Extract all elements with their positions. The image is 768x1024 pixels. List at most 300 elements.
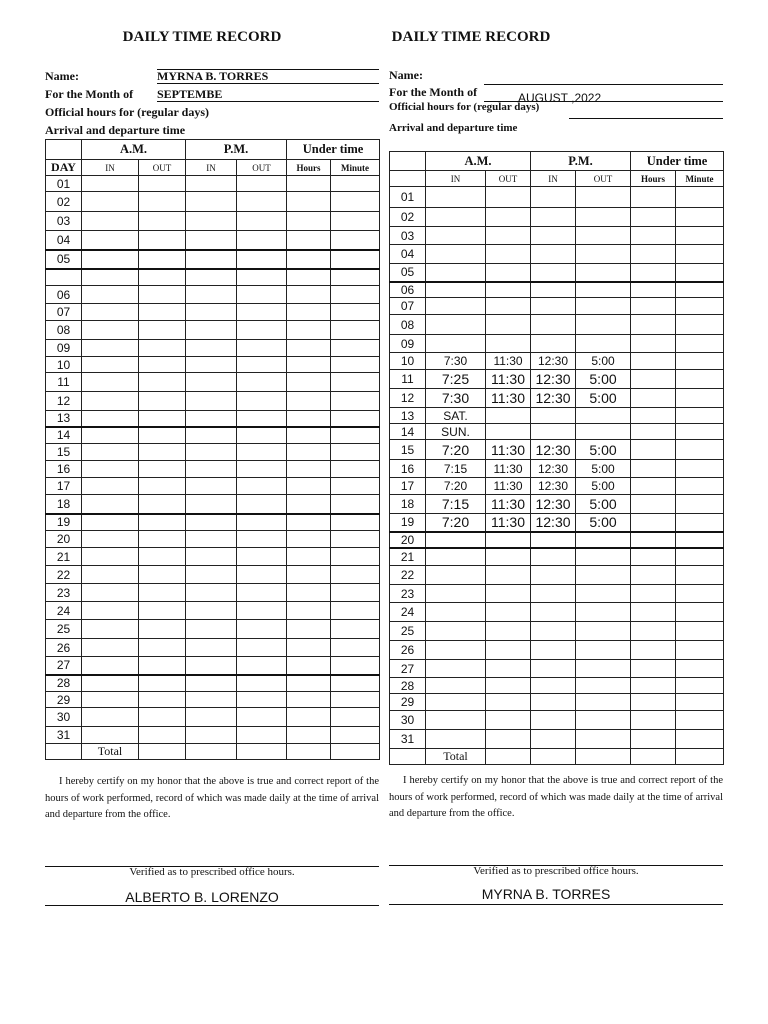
day-header: DAY <box>46 160 82 176</box>
day-cell: 14 <box>46 427 82 444</box>
official-hours-underline <box>569 118 723 119</box>
day-cell: 21 <box>46 548 82 566</box>
am-header: A.M. <box>426 152 531 171</box>
day-cell: 11 <box>390 370 426 389</box>
day-cell: 10 <box>390 353 426 370</box>
am-in-cell <box>82 602 139 620</box>
pm-in-cell <box>531 548 576 566</box>
am-out-cell <box>139 478 186 495</box>
pm-out-cell: 5:00 <box>576 514 631 532</box>
am-out-cell <box>486 711 531 730</box>
minute-cell <box>676 282 724 298</box>
pm-out-cell <box>576 245 631 264</box>
certification-text: I hereby certify on my honor that the above is true and correct report of the hours of work performed, record of which was made daily at the time of arrival and departure from the office. <box>45 776 379 820</box>
pm-in-cell <box>531 298 576 315</box>
day-cell: 28 <box>46 675 82 692</box>
minute-cell <box>676 566 724 585</box>
am-out-cell <box>139 373 186 392</box>
table-row <box>46 657 380 675</box>
day-cell: 29 <box>46 692 82 708</box>
minute-cell <box>331 444 380 461</box>
am-out-cell <box>486 585 531 603</box>
minute-cell <box>331 602 380 620</box>
am-in-cell <box>426 335 486 353</box>
minute-cell <box>331 620 380 639</box>
pm-out-cell: 5:00 <box>576 389 631 408</box>
day-cell: 17 <box>46 478 82 495</box>
pm-out-cell: 5:00 <box>576 353 631 370</box>
table-row <box>46 392 380 411</box>
pm-out-cell <box>576 532 631 548</box>
pm-out-cell <box>237 250 287 269</box>
pm-in-header: IN <box>531 171 576 187</box>
am-out-cell <box>139 176 186 192</box>
minute-cell <box>676 227 724 245</box>
am-out-cell <box>486 532 531 548</box>
am-out-cell <box>139 192 186 212</box>
table-header-row <box>390 152 724 171</box>
am-in-cell: 7:20 <box>426 514 486 532</box>
hours-cell <box>631 711 676 730</box>
am-out-cell <box>139 584 186 602</box>
am-in-cell <box>82 657 139 675</box>
am-out-cell <box>486 678 531 694</box>
pm-out-cell <box>237 514 287 531</box>
am-in-cell <box>426 678 486 694</box>
table-row <box>46 269 380 286</box>
am-in-cell <box>426 730 486 749</box>
verified-text: Verified as to prescribed office hours. <box>129 866 295 878</box>
table-row <box>46 566 380 584</box>
pm-in-cell <box>186 176 237 192</box>
am-out-cell <box>486 424 531 440</box>
day-cell: 19 <box>390 514 426 532</box>
am-in-cell <box>82 269 139 286</box>
table-row <box>46 727 380 744</box>
pm-in-cell <box>186 639 237 657</box>
table-row <box>390 208 724 227</box>
pm-in-cell <box>531 660 576 678</box>
pm-out-cell: 5:00 <box>576 478 631 495</box>
pm-in-cell <box>186 692 237 708</box>
am-out-cell <box>486 298 531 315</box>
pm-out-cell <box>237 340 287 357</box>
minute-cell <box>676 495 724 514</box>
table-row <box>46 286 380 304</box>
am-in-cell <box>426 711 486 730</box>
pm-in-cell <box>186 357 237 373</box>
am-out-cell <box>139 392 186 411</box>
day-cell: 09 <box>390 335 426 353</box>
pm-in-cell <box>186 304 237 321</box>
undertime-header: Under time <box>287 140 380 160</box>
pm-in-cell: 12:30 <box>531 460 576 478</box>
am-in-cell: SUN. <box>426 424 486 440</box>
am-in-cell <box>426 532 486 548</box>
hours-cell <box>287 548 331 566</box>
am-in-cell <box>426 282 486 298</box>
am-in-cell <box>82 566 139 584</box>
am-out-cell <box>139 286 186 304</box>
hours-cell <box>631 548 676 566</box>
month-value: AUGUST ,2022 <box>518 91 602 105</box>
am-out-cell <box>486 566 531 585</box>
pm-in-cell <box>531 711 576 730</box>
day-cell: 31 <box>390 730 426 749</box>
day-cell: 15 <box>390 440 426 460</box>
pm-in-cell <box>186 411 237 427</box>
pm-in-cell <box>186 212 237 231</box>
hours-cell <box>287 321 331 340</box>
form-title: DAILY TIME RECORD <box>122 29 282 45</box>
am-out-cell: 11:30 <box>486 460 531 478</box>
hours-cell <box>631 389 676 408</box>
pm-header: P.M. <box>186 140 287 160</box>
pm-out-header: OUT <box>576 171 631 187</box>
am-out-cell <box>139 727 186 744</box>
signatory-name: ALBERTO B. LORENZO <box>125 889 279 905</box>
pm-out-cell <box>576 208 631 227</box>
pm-in-cell <box>531 622 576 641</box>
pm-in-cell <box>531 532 576 548</box>
am-out-header: OUT <box>486 171 531 187</box>
am-out-cell <box>486 730 531 749</box>
day-cell: 12 <box>390 389 426 408</box>
am-out-cell <box>486 315 531 335</box>
am-out-cell <box>139 427 186 444</box>
table-row <box>46 444 380 461</box>
hours-cell <box>287 639 331 657</box>
table-row <box>46 357 380 373</box>
minute-cell <box>676 532 724 548</box>
pm-in-cell <box>186 620 237 639</box>
hours-cell <box>287 176 331 192</box>
am-out-cell <box>486 227 531 245</box>
hours-cell <box>287 531 331 548</box>
pm-in-cell <box>531 282 576 298</box>
day-cell: 16 <box>390 460 426 478</box>
table-row <box>46 584 380 602</box>
day-cell: 03 <box>46 212 82 231</box>
day-cell: 02 <box>390 208 426 227</box>
hours-header: Hours <box>631 171 676 187</box>
pm-out-cell: 5:00 <box>576 495 631 514</box>
pm-out-cell <box>237 427 287 444</box>
pm-out-cell <box>576 711 631 730</box>
hours-cell <box>631 622 676 641</box>
hours-cell <box>287 602 331 620</box>
am-out-cell <box>139 321 186 340</box>
hours-cell <box>631 408 676 424</box>
pm-in-cell <box>531 641 576 660</box>
pm-out-cell <box>576 585 631 603</box>
pm-out-cell <box>576 264 631 282</box>
am-in-cell <box>82 411 139 427</box>
hours-cell <box>631 370 676 389</box>
month-underline <box>157 101 379 102</box>
am-in-cell <box>82 392 139 411</box>
pm-in-cell <box>531 566 576 585</box>
minute-cell <box>676 622 724 641</box>
table-row <box>390 460 724 478</box>
day-cell: 09 <box>46 340 82 357</box>
day-cell <box>46 269 82 286</box>
pm-header: P.M. <box>531 152 631 171</box>
pm-out-cell <box>237 176 287 192</box>
am-out-cell <box>139 444 186 461</box>
total-row <box>390 749 724 765</box>
am-out-cell <box>139 269 186 286</box>
am-in-cell <box>82 639 139 657</box>
hours-cell <box>631 208 676 227</box>
am-out-cell: 11:30 <box>486 370 531 389</box>
time-record-table <box>389 151 724 765</box>
am-in-cell: 7:15 <box>426 460 486 478</box>
am-in-cell <box>82 357 139 373</box>
month-label: For the Month of <box>45 87 134 101</box>
day-cell: 31 <box>46 727 82 744</box>
table-row <box>46 231 380 250</box>
pm-in-cell <box>186 286 237 304</box>
pm-in-cell <box>531 187 576 208</box>
day-cell: 13 <box>46 411 82 427</box>
table-row <box>390 227 724 245</box>
minute-cell <box>331 675 380 692</box>
pm-out-cell <box>237 444 287 461</box>
minute-header: Minute <box>331 160 380 176</box>
pm-out-cell <box>237 321 287 340</box>
verified-text: Verified as to prescribed office hours. <box>473 865 639 877</box>
am-out-header: OUT <box>139 160 186 176</box>
hours-cell <box>631 245 676 264</box>
hours-cell <box>287 304 331 321</box>
hours-header: Hours <box>287 160 331 176</box>
day-cell: 30 <box>46 708 82 727</box>
am-in-cell <box>426 298 486 315</box>
table-row <box>390 548 724 566</box>
am-in-cell <box>82 444 139 461</box>
minute-cell <box>331 727 380 744</box>
minute-cell <box>676 514 724 532</box>
pm-out-cell <box>237 639 287 657</box>
hours-cell <box>287 269 331 286</box>
am-in-cell <box>426 641 486 660</box>
pm-out-cell <box>237 620 287 639</box>
pm-out-cell <box>237 373 287 392</box>
pm-in-cell <box>531 603 576 622</box>
hours-cell <box>287 727 331 744</box>
am-out-cell <box>139 461 186 478</box>
pm-in-cell <box>186 461 237 478</box>
pm-out-cell <box>237 602 287 620</box>
pm-out-cell <box>576 641 631 660</box>
minute-cell <box>331 212 380 231</box>
table-row <box>390 440 724 460</box>
arrival-label: Arrival and departure time <box>389 122 518 134</box>
am-out-cell <box>139 639 186 657</box>
pm-out-cell <box>237 531 287 548</box>
am-out-cell: 11:30 <box>486 495 531 514</box>
am-in-cell <box>426 245 486 264</box>
pm-out-cell: 5:00 <box>576 440 631 460</box>
pm-out-cell <box>237 392 287 411</box>
am-out-cell <box>139 304 186 321</box>
pm-out-cell <box>237 461 287 478</box>
minute-cell <box>676 245 724 264</box>
pm-out-cell <box>237 657 287 675</box>
pm-in-cell <box>186 727 237 744</box>
minute-cell <box>676 335 724 353</box>
hours-cell <box>631 495 676 514</box>
minute-cell <box>331 478 380 495</box>
day-cell: 05 <box>390 264 426 282</box>
hours-cell <box>631 282 676 298</box>
am-out-cell <box>139 708 186 727</box>
am-in-cell <box>82 250 139 269</box>
pm-out-cell <box>237 495 287 514</box>
minute-cell <box>676 298 724 315</box>
pm-in-cell <box>186 269 237 286</box>
pm-out-cell <box>576 622 631 641</box>
minute-cell <box>676 353 724 370</box>
hours-cell <box>631 315 676 335</box>
hours-cell <box>631 730 676 749</box>
name-label: Name: <box>389 68 423 82</box>
table-row <box>46 495 380 514</box>
day-cell: 08 <box>46 321 82 340</box>
am-in-cell <box>82 373 139 392</box>
am-out-cell: 11:30 <box>486 514 531 532</box>
table-subheader-row <box>46 160 380 176</box>
name-underline <box>157 69 379 70</box>
minute-cell <box>676 678 724 694</box>
month-value: SEPTEMBE <box>157 87 223 101</box>
am-out-cell <box>486 245 531 264</box>
table-row <box>390 315 724 335</box>
day-cell: 24 <box>390 603 426 622</box>
pm-out-cell <box>237 286 287 304</box>
pm-in-cell <box>531 408 576 424</box>
am-in-cell <box>82 514 139 531</box>
am-out-cell <box>139 212 186 231</box>
am-header: A.M. <box>82 140 186 160</box>
am-in-cell <box>82 531 139 548</box>
day-cell: 19 <box>46 514 82 531</box>
am-in-cell <box>426 264 486 282</box>
pm-in-cell <box>186 340 237 357</box>
minute-cell <box>331 411 380 427</box>
minute-cell <box>331 531 380 548</box>
minute-cell <box>676 585 724 603</box>
hours-cell <box>631 514 676 532</box>
am-in-cell <box>426 694 486 711</box>
minute-cell <box>331 373 380 392</box>
am-in-cell <box>426 548 486 566</box>
table-row <box>46 692 380 708</box>
am-out-cell <box>139 250 186 269</box>
pm-out-cell <box>237 675 287 692</box>
pm-in-cell <box>531 585 576 603</box>
minute-cell <box>676 694 724 711</box>
am-in-cell <box>82 321 139 340</box>
pm-in-cell <box>186 495 237 514</box>
pm-in-cell <box>531 315 576 335</box>
am-in-header: IN <box>82 160 139 176</box>
table-row <box>46 708 380 727</box>
day-cell: 15 <box>46 444 82 461</box>
table-row <box>46 192 380 212</box>
day-cell: 30 <box>390 711 426 730</box>
table-subheader-row <box>390 171 724 187</box>
pm-out-cell <box>237 231 287 250</box>
hours-cell <box>631 678 676 694</box>
hours-cell <box>287 411 331 427</box>
table-row <box>390 495 724 514</box>
am-in-cell <box>82 340 139 357</box>
signature-line-bottom <box>389 904 723 905</box>
pm-in-cell: 12:30 <box>531 440 576 460</box>
table-row <box>46 675 380 692</box>
am-in-cell <box>82 495 139 514</box>
hours-cell <box>287 708 331 727</box>
am-in-cell: 7:20 <box>426 440 486 460</box>
minute-cell <box>331 708 380 727</box>
pm-out-cell <box>237 566 287 584</box>
pm-out-cell <box>576 335 631 353</box>
pm-out-cell <box>237 357 287 373</box>
pm-in-cell <box>531 245 576 264</box>
undertime-header: Under time <box>631 152 724 171</box>
hours-cell <box>287 192 331 212</box>
pm-out-cell <box>237 548 287 566</box>
hours-cell <box>287 231 331 250</box>
minute-cell <box>676 187 724 208</box>
total-row <box>46 744 380 760</box>
am-out-cell <box>486 208 531 227</box>
hours-cell <box>287 692 331 708</box>
pm-out-cell <box>237 692 287 708</box>
name-label: Name: <box>45 69 79 83</box>
pm-in-cell <box>186 427 237 444</box>
hours-cell <box>287 392 331 411</box>
pm-out-cell <box>576 408 631 424</box>
total-label: Total <box>426 749 486 765</box>
minute-cell <box>331 514 380 531</box>
am-in-cell: 7:30 <box>426 389 486 408</box>
hours-cell <box>631 566 676 585</box>
am-in-cell <box>426 227 486 245</box>
am-in-cell <box>82 708 139 727</box>
day-cell: 25 <box>390 622 426 641</box>
form-title: DAILY TIME RECORD <box>391 29 551 45</box>
pm-in-cell <box>531 730 576 749</box>
day-cell: 29 <box>390 694 426 711</box>
minute-cell <box>676 641 724 660</box>
day-cell: 23 <box>390 585 426 603</box>
table-row <box>390 353 724 370</box>
hours-cell <box>631 641 676 660</box>
table-row <box>46 250 380 269</box>
day-cell: 13 <box>390 408 426 424</box>
day-cell: 04 <box>390 245 426 264</box>
minute-cell <box>331 176 380 192</box>
pm-in-cell <box>186 602 237 620</box>
am-out-cell <box>139 340 186 357</box>
day-cell: 08 <box>390 315 426 335</box>
am-out-cell: 11:30 <box>486 440 531 460</box>
day-cell: 21 <box>390 548 426 566</box>
am-in-cell <box>426 622 486 641</box>
